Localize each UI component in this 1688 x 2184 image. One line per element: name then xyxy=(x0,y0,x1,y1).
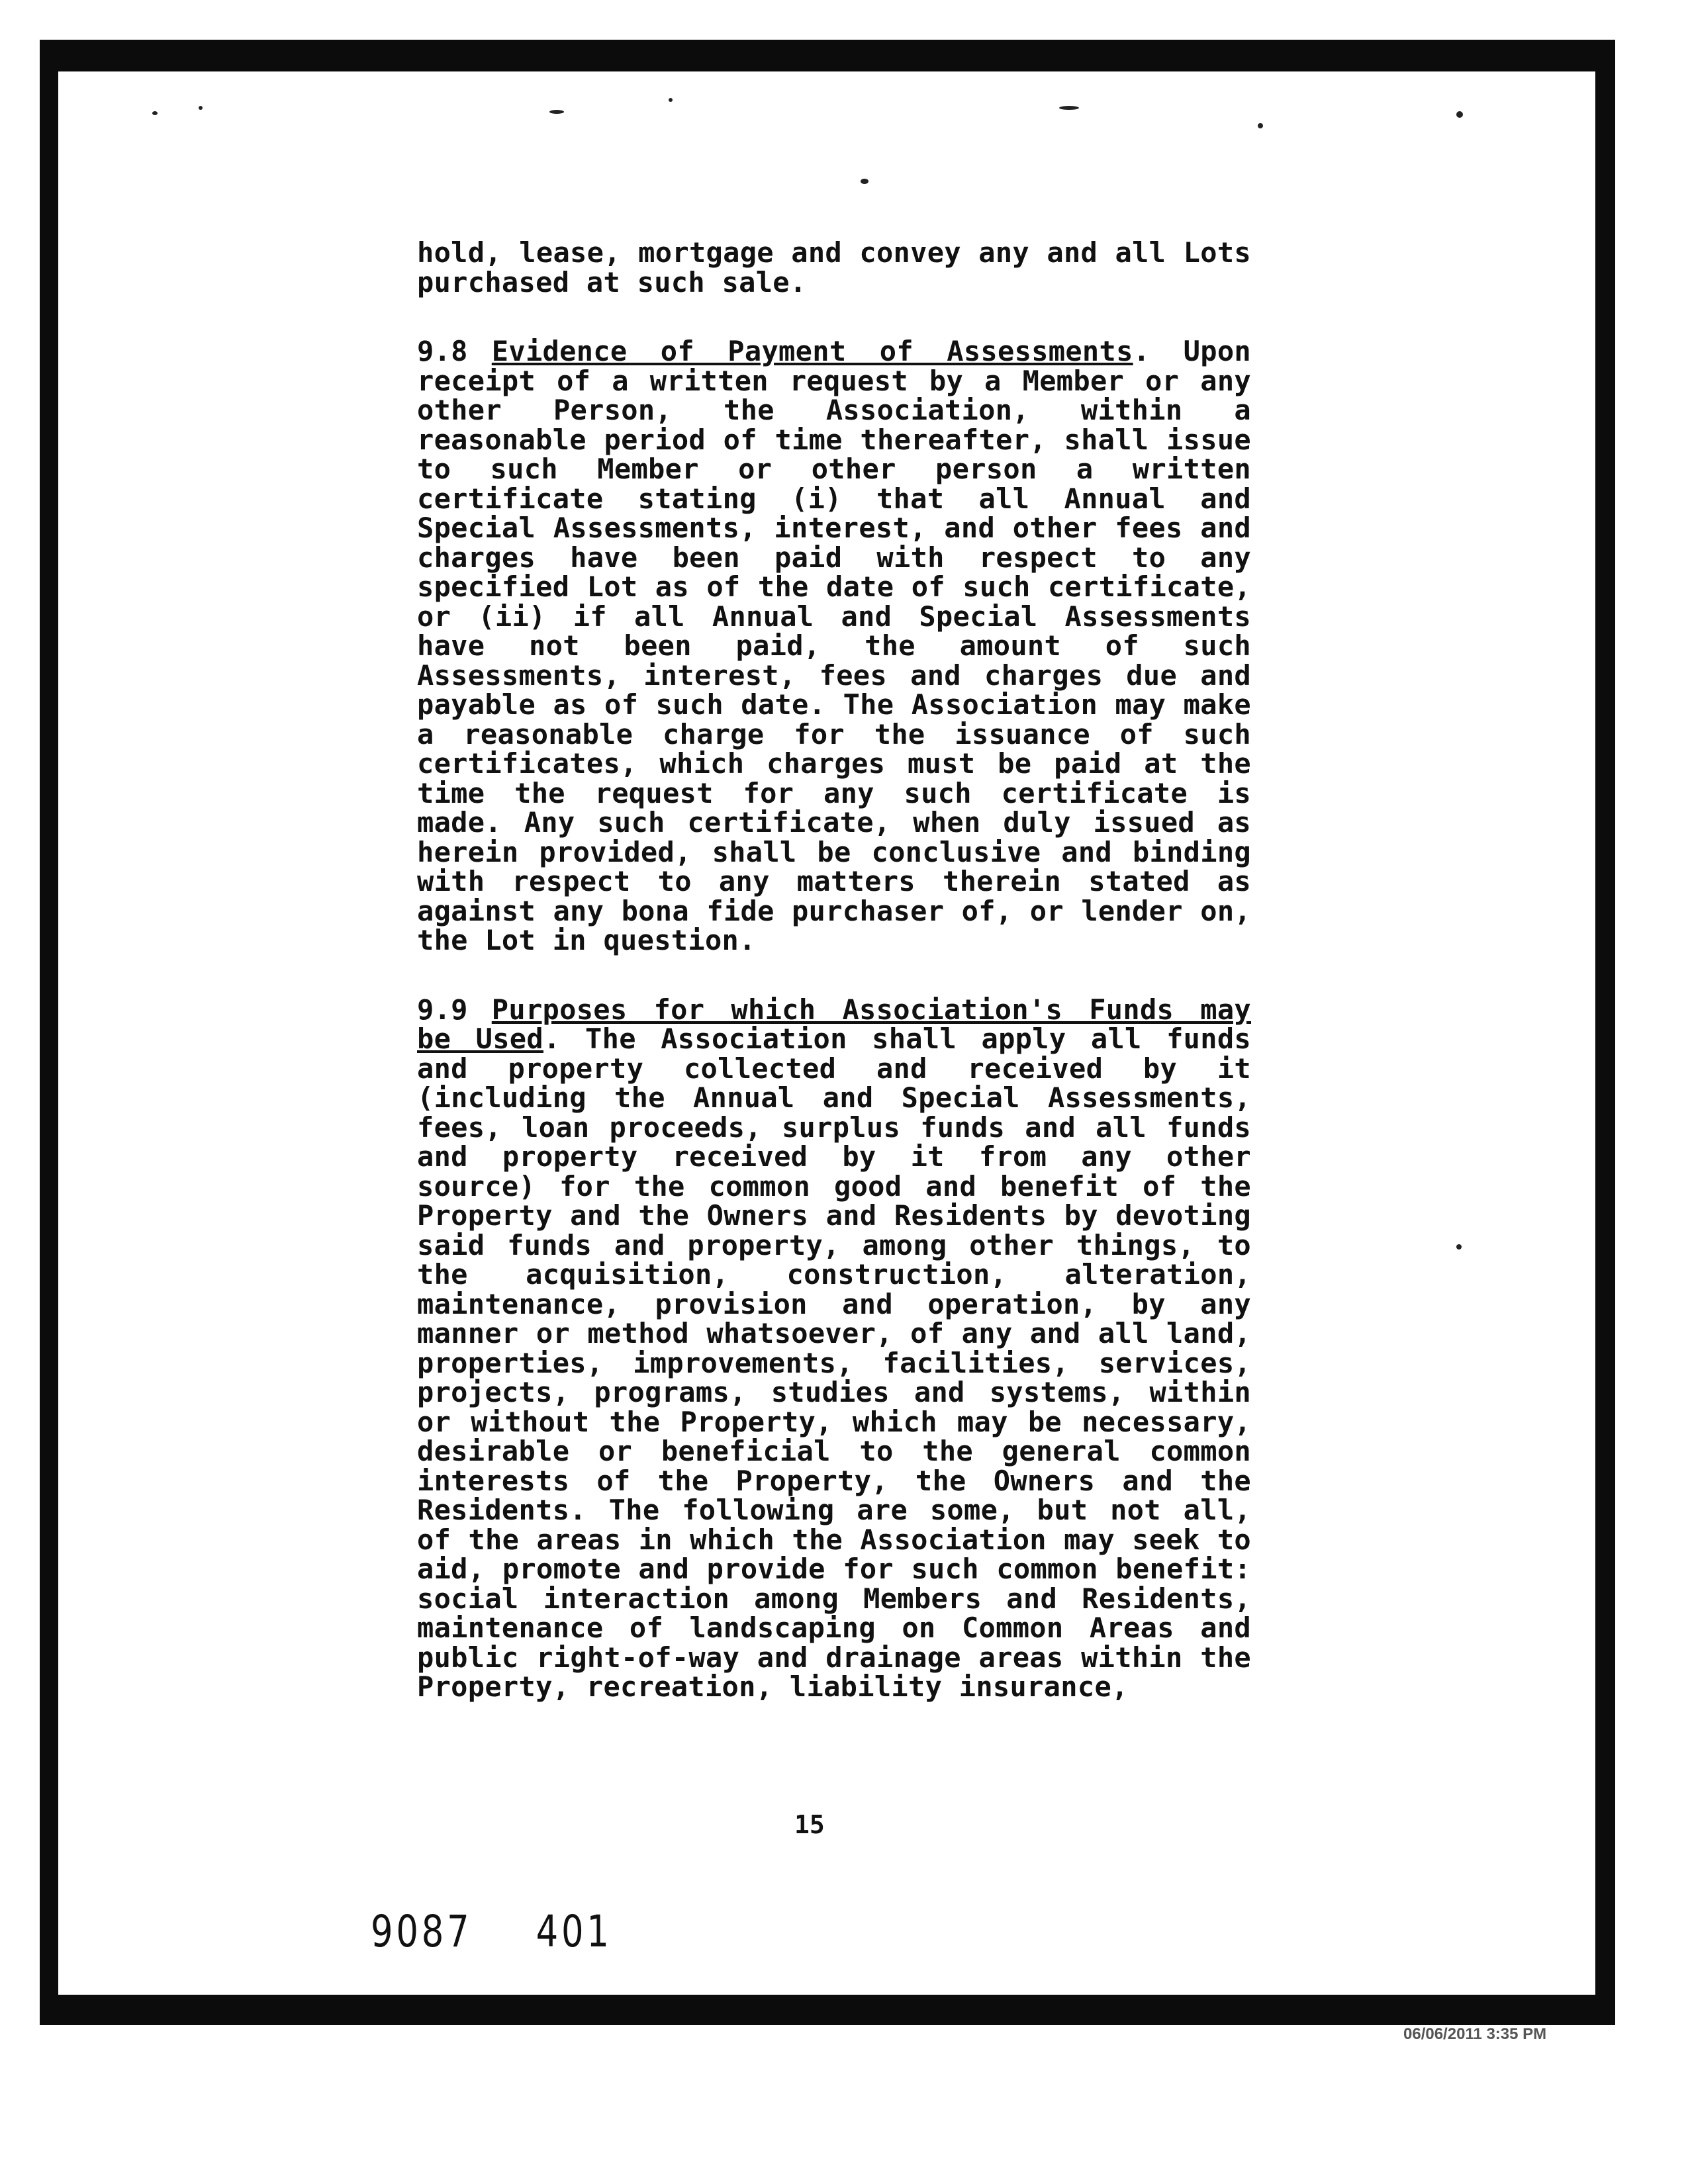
paragraph-text: hold, lease, mortgage and convey any and all Lots purchased at such sale. xyxy=(417,236,1251,298)
recording-page: 401 xyxy=(536,1906,612,1957)
section-9-9: 9.9 Purposes for which Association's Funds may be Used. The Association shall apply all funds and property collected and received by it (including the Annual and Special Assessments, fees, loan proceeds, surplus funds and all funds and property received by it from any other source) for the common good and benefit of the Property and the Owners and Residents by devoting said funds and property, among other things, to the acquisition, construction, alteration, maintenance, provision and operation, by any manner or method whatsoever, of any and all land, properties, improvements, facilities, services, projects, programs, studies and systems, within or without the Property, which may be necessary, desirable or beneficial to the general common interests of the Property, the Owners and the Residents. The following are some, but not all, of the areas in which the Association may seek to aid, promote and provide for such common benefit: social interaction among Members and Residents, maintenance of landscaping on Common Areas and public right-of-way and drainage areas within the Property, recreation, liability insurance, xyxy=(417,993,1251,1703)
print-timestamp: 06/06/2011 3:35 PM xyxy=(1403,2025,1547,2043)
scan-speck xyxy=(152,111,158,115)
recording-reference xyxy=(371,1906,612,1957)
scan-speck xyxy=(669,98,673,102)
document-body xyxy=(417,238,1251,1742)
paragraph-text: The Association shall apply all funds and property collected and received by it (including the Annual and Special Assessments, fees, loan proceeds, surplus funds and all funds and property received by it from any other source) for the common good and benefit of the Property and the Owners and Residents by devoting said funds and property, among other things, to the acquisition, construction, alteration, maintenance, provision and operation, by any manner or method whatsoever, of any and all land, properties, improvements, facilities, services, projects, programs, studies and systems, within or without the Property, which may be necessary, desirable or beneficial to the general common interests of the Property, the Owners and the Residents. The following are some, but not all, of the areas in which the Association may seek to aid, promote and provide for such common benefit: social interaction among Members and Residents, maintenance of landscaping on Common Areas and public right-of-way and drainage areas within the Property, recreation, liability insurance, xyxy=(417,1023,1251,1703)
scan-speck xyxy=(1456,111,1463,118)
recording-book: 9087 xyxy=(371,1906,473,1957)
scan-speck xyxy=(861,179,868,184)
scan-speck xyxy=(1059,106,1079,110)
section-number: 9.9 xyxy=(417,993,468,1026)
section-heading: Purposes for which Association's Funds may be Used xyxy=(417,993,1251,1055)
paragraph-text: Upon receipt of a written request by a Member or any other Person, the Association, within a reasonable period of time thereafter, shall issue to such Member or other person a written certificate stating (i) that all Annual and Special Assessments, interest, and other fees and charges have been paid with respect to any specified Lot as of the date of such certificate, or (ii) if all Annual and Special Assessments have not been paid, the amount of such Assessments, interest, fees and charges due and payable as of such date. The Association may make a reasonable charge for the issuance of such certificates, which charges must be paid at the time the request for any such certificate is made. Any such certificate, when duly issued as herein provided, shall be conclusive and binding with respect to any matters therein stated as against any bona fide purchaser of, or lender on, the Lot in question. xyxy=(417,335,1251,956)
section-heading: Evidence of Payment of Assessments xyxy=(491,335,1133,367)
scan-speck xyxy=(1456,1244,1462,1250)
section-9-8: 9.8 Evidence of Payment of Assessments. Upon receipt of a written request by a Member or any other Person, the Association, within a reasonable period of time thereafter, shall issue to such Member or other person a written certificate stating (i) that all Annual and Special Assessments, interest, and other fees and charges have been paid with respect to any specified Lot as of the date of such certificate, or (ii) if all Annual and Special Assessments have not been paid, the amount of such Assessments, interest, fees and charges due and payable as of such date. The Association may make a reasonable charge for the issuance of such certificates, which charges must be paid at the time the request for any such certificate is made. Any such certificate, when duly issued as herein provided, shall be conclusive and binding with respect to any matters therein stated as against any bona fide purchaser of, or lender on, the Lot in question. xyxy=(417,335,1251,956)
section-number: 9.8 xyxy=(417,335,468,367)
scan-speck xyxy=(1258,123,1263,128)
page-number: 15 xyxy=(794,1810,825,1839)
continuation-paragraph xyxy=(417,238,1251,297)
scan-speck xyxy=(549,110,564,114)
scan-speck xyxy=(199,106,203,110)
